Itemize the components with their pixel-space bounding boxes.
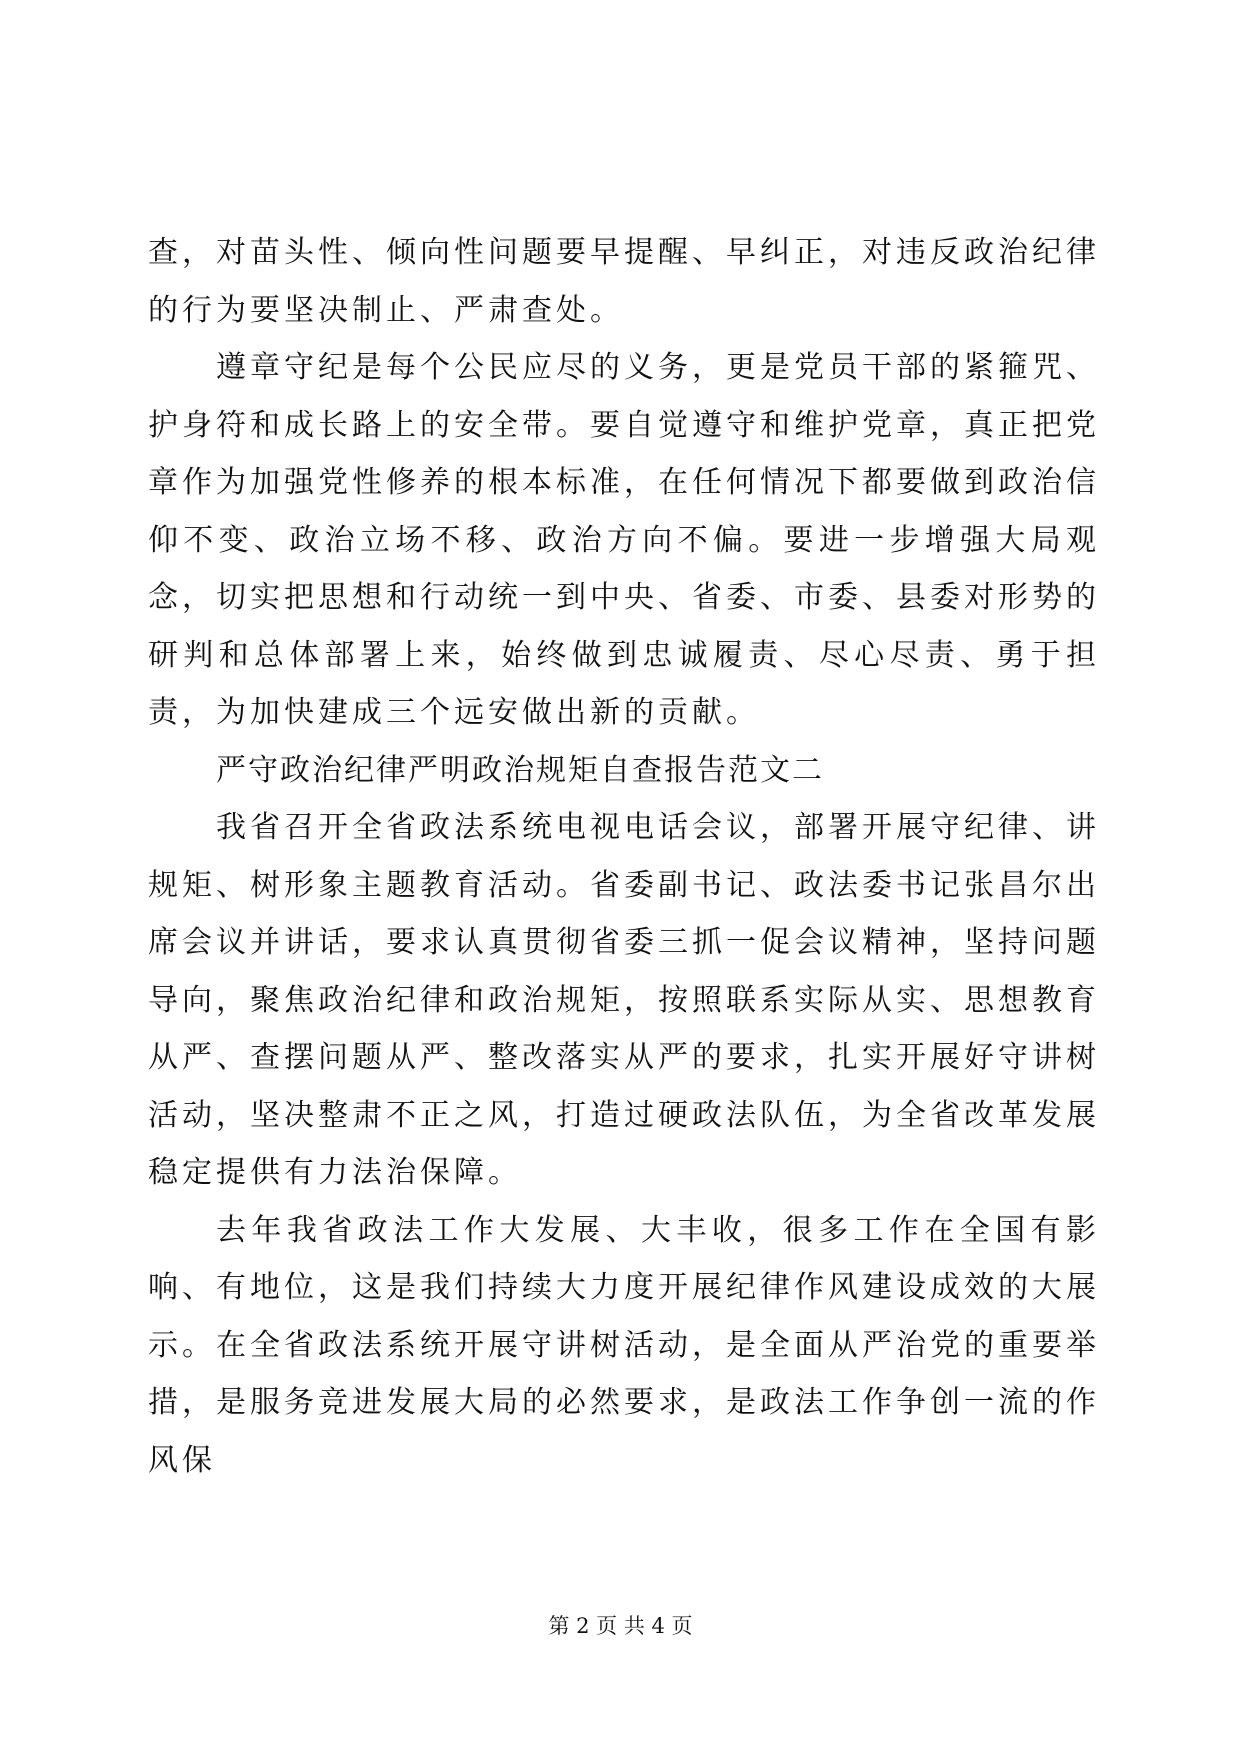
paragraph-meeting: 我省召开全省政法系统电视电话会议，部署开展守纪律、讲规矩、树形象主题教育活动。省委副书记、政法委书记张昌尔出席会议并讲话，要求认真贯彻省委三抓一促会议精神，坚持问题导向，聚焦政治纪律和政治规矩，按照联系实际从实、思想教育从严、查摆问题从严、整改落实从严的要求，扎实开展好守讲树活动，坚决整肃不正之风，打造过硬政法队伍，为全省改革发展稳定提供有力法治保障。 — [148, 810, 1100, 1190]
paragraph-achievements: 去年我省政法工作大发展、大丰收，很多工作在全国有影响、有地位，这是我们持续大力度开展纪律作风建设成效的大展示。在全省政法系统开展守讲树活动，是全面从严治党的重要举措，是服务竞进发展大局的必然要求，是政法工作争创一流的作风保 — [148, 1212, 1100, 1478]
paragraph-discipline: 遵章守纪是每个公民应尽的义务，更是党员干部的紧箍咒、护身符和成长路上的安全带。要自觉遵守和维护党章，真正把党章作为加强党性修养的根本标准，在任何情况下都要做到政治信仰不变、政治立场不移、政治方向不偏。要进一步增强大局观念，切实把思想和行动统一到中央、省委、市委、县委对形势的研判和总体部署上来，始终做到忠诚履责、尽心尽责、勇于担责，为加快建成三个远安做出新的贡献。 — [148, 350, 1100, 730]
document-body — [148, 224, 1100, 1489]
section-heading: 严守政治纪律严明政治规矩自查报告范文二 — [216, 752, 824, 788]
page-number-footer: 第 2 页 共 4 页 — [548, 1614, 693, 1638]
paragraph-continuation: 查，对苗头性、倾向性问题要早提醒、早纠正，对违反政治纪律的行为要坚决制止、严肃查处。 — [148, 235, 1100, 328]
